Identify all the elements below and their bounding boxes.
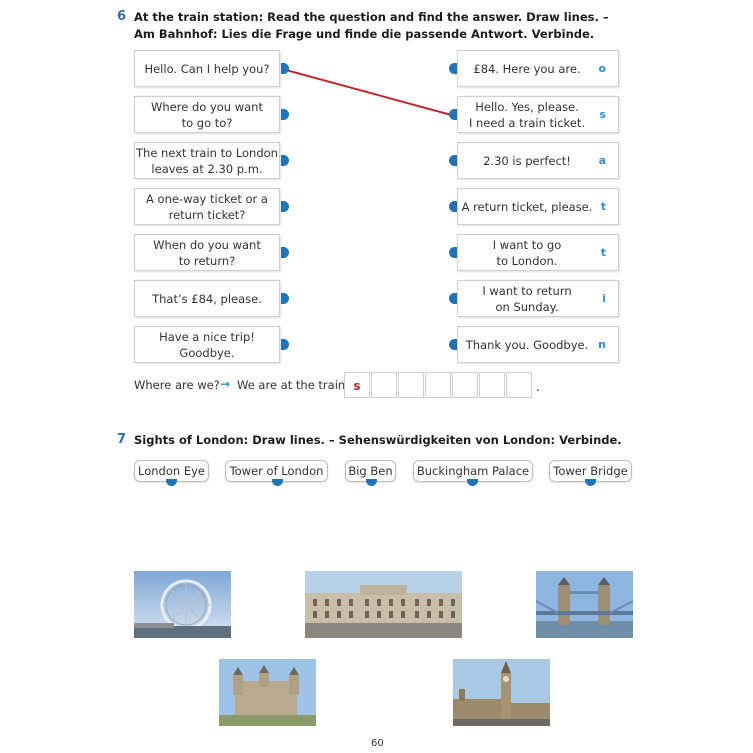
buckingham-palace-photo[interactable] [305, 571, 462, 638]
answer-text [469, 99, 585, 131]
question-line: to go to? [181, 115, 233, 130]
answer-letter: t [600, 199, 606, 213]
answer-line: £84. Here you are. [473, 61, 581, 76]
answer-line: I need a train ticket. [468, 115, 586, 130]
answer-line: on Sunday. [495, 299, 559, 314]
question-line: The next train to London [136, 145, 278, 160]
sight-london-eye[interactable]: London Eye [134, 460, 209, 482]
question-text [144, 61, 269, 77]
page-number: 60 [371, 738, 384, 749]
answer-line: 2.30 is perfect! [483, 153, 571, 168]
question-line: leaves at 2.30 p.m. [151, 161, 263, 176]
answer-line: to London. [496, 253, 558, 268]
connector-dot[interactable] [449, 63, 457, 74]
answer-box [457, 188, 619, 225]
answer-box [457, 326, 619, 363]
question-line: Where do you want [151, 99, 263, 114]
answer-box [457, 50, 619, 87]
answer-box [457, 234, 619, 271]
arrow-icon: → [220, 377, 231, 391]
answer-text [482, 283, 571, 315]
answer-box [457, 96, 619, 133]
connector-dot[interactable] [449, 293, 457, 304]
question-box [134, 234, 280, 271]
question-text [151, 99, 263, 131]
answer-line: I want to go [492, 237, 562, 252]
exercise-7-number: 7 [117, 432, 127, 447]
exercise-6-number: 6 [117, 9, 127, 24]
answer-text [473, 61, 580, 77]
exercise-6-title-de: Am Bahnhof: Lies die Frage und finde die passende Antwort. Verbinde. [134, 27, 595, 41]
answer-text [493, 237, 562, 269]
exercise-7-title: Sights of London: Draw lines. – Sehenswürdigkeiten von London: Verbinde. [134, 433, 622, 447]
answer-letter: s [599, 107, 606, 121]
question-text: Where are we? [134, 378, 220, 392]
connector-dot[interactable] [449, 201, 457, 212]
question-line: to return? [178, 253, 236, 268]
connector-dot[interactable] [449, 339, 457, 350]
answer-text [483, 153, 571, 169]
london-eye-photo[interactable] [134, 571, 231, 638]
answer-line: A return ticket, please. [461, 199, 593, 214]
question-box [134, 96, 280, 133]
question-text [146, 191, 268, 223]
letter-box[interactable] [398, 372, 424, 398]
connector-dot[interactable] [449, 247, 457, 258]
question-box [134, 142, 280, 179]
sight-tower-of-london[interactable]: Tower of London [225, 460, 328, 482]
question-line: Goodbye. [179, 345, 235, 360]
question-text [152, 291, 262, 307]
answer-prefix: We are at the train [237, 378, 346, 392]
big-ben-photo[interactable] [453, 659, 550, 726]
answer-letter: i [602, 291, 606, 305]
exercise-6-title-en: At the train station: Read the question and find the answer. Draw lines. – [134, 10, 609, 24]
question-box [134, 326, 280, 363]
letter-box[interactable] [506, 372, 532, 398]
answer-letter: n [598, 337, 606, 351]
tower-of-london-photo[interactable] [219, 659, 316, 726]
question-line: A one-way ticket or a [146, 191, 268, 206]
question-box [134, 50, 280, 87]
question-line: Have a nice trip! [159, 329, 255, 344]
question-line: When do you want [153, 237, 261, 252]
question-line: That’s £84, please. [152, 291, 262, 306]
connector-dot[interactable] [449, 109, 457, 120]
tower-bridge-photo[interactable] [536, 571, 633, 638]
sight-buckingham-palace[interactable]: Buckingham Palace [413, 460, 533, 482]
answer-letter: t [600, 245, 606, 259]
letter-box[interactable] [425, 372, 451, 398]
answer-box [457, 142, 619, 179]
answer-text [466, 337, 589, 353]
letter-box[interactable] [452, 372, 478, 398]
sight-tower-bridge[interactable]: Tower Bridge [549, 460, 632, 482]
answer-line: Thank you. Goodbye. [465, 337, 589, 352]
letter-box[interactable] [371, 372, 397, 398]
question-text [153, 237, 261, 269]
connector-dot[interactable] [449, 155, 457, 166]
answer-box [457, 280, 619, 317]
question-box [134, 280, 280, 317]
answer-letter: o [598, 61, 606, 75]
question-line: Hello. Can I help you? [144, 61, 270, 76]
letter-box[interactable]: s [344, 372, 370, 398]
question-text [159, 329, 255, 361]
answer-line: Hello. Yes, please. [475, 99, 579, 114]
question-line: return ticket? [168, 207, 246, 222]
question-text [136, 145, 278, 177]
answer-line: I want to return [482, 283, 572, 298]
letter-box[interactable] [479, 372, 505, 398]
answer-letter: a [598, 153, 606, 167]
answer-text [462, 199, 593, 215]
sight-big-ben[interactable]: Big Ben [345, 460, 396, 482]
answer-full-stop: . [536, 380, 540, 394]
question-box [134, 188, 280, 225]
